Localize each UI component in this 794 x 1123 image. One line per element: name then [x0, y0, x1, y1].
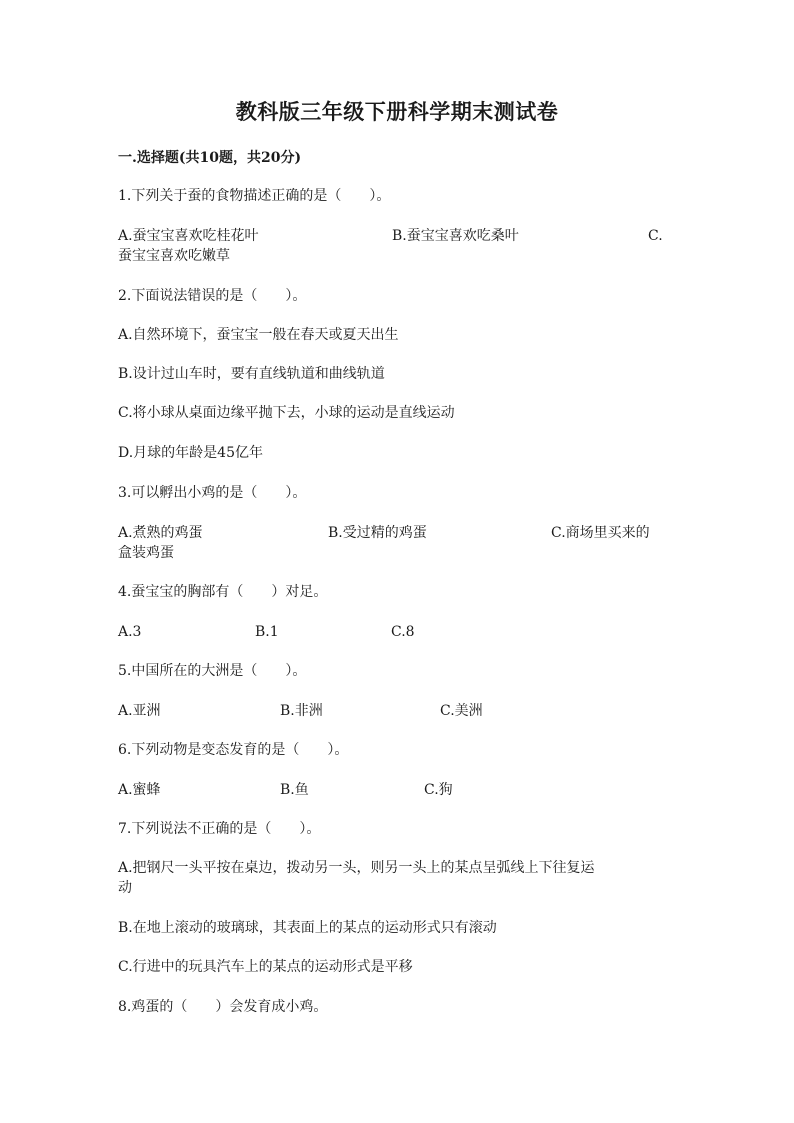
question-4-option-c: C.8: [391, 624, 415, 640]
question-7-option-a-cont: 动: [118, 880, 132, 896]
question-5-option-a: A.亚洲: [118, 703, 161, 719]
question-1-stem: 1.下列关于蚕的食物描述正确的是（ ）。: [118, 188, 391, 204]
question-5-stem: 5.中国所在的大洲是（ ）。: [118, 663, 307, 679]
question-2-stem: 2.下面说法错误的是（ ）。: [118, 288, 307, 304]
question-2-option-c: C.将小球从桌面边缘平抛下去，小球的运动是直线运动: [118, 405, 455, 421]
question-3-stem: 3.可以孵出小鸡的是（ ）。: [118, 485, 307, 501]
question-6-option-c: C.狗: [424, 782, 453, 798]
question-1-option-a: A.蚕宝宝喜欢吃桂花叶: [118, 228, 259, 244]
question-3-option-b: B.受过精的鸡蛋: [328, 525, 427, 541]
page-title: 教科版三年级下册科学期末测试卷: [235, 99, 559, 124]
section-heading: 一.选择题(共10题，共20分): [118, 150, 302, 166]
question-5-option-b: B.非洲: [280, 703, 323, 719]
question-7-option-c: C.行进中的玩具汽车上的某点的运动形式是平移: [118, 959, 413, 975]
question-3-option-c-cont: 盒装鸡蛋: [118, 545, 174, 561]
question-2-option-a: A.自然环境下，蚕宝宝一般在春天或夏天出生: [118, 327, 399, 343]
question-1-option-c-cont: 蚕宝宝喜欢吃嫩草: [118, 248, 230, 264]
question-5-option-c: C.美洲: [440, 703, 483, 719]
question-6-option-a: A.蜜蜂: [118, 782, 161, 798]
question-1-option-c: C.: [648, 228, 663, 244]
question-1-option-b: B.蚕宝宝喜欢吃桑叶: [392, 228, 519, 244]
question-6-option-b: B.鱼: [280, 782, 309, 798]
question-2-option-d: D.月球的年龄是45亿年: [118, 445, 263, 461]
question-3-option-c: C.商场里买来的: [551, 525, 650, 541]
question-8-stem: 8.鸡蛋的（ ）会发育成小鸡。: [118, 999, 328, 1015]
question-7-option-b: B.在地上滚动的玻璃球，其表面上的某点的运动形式只有滚动: [118, 920, 497, 936]
question-4-option-a: A.3: [118, 624, 142, 640]
question-4-option-b: B.1: [255, 624, 279, 640]
question-3-option-a: A.煮熟的鸡蛋: [118, 525, 203, 541]
question-4-stem: 4.蚕宝宝的胸部有（ ）对足。: [118, 584, 328, 600]
question-6-stem: 6.下列动物是变态发育的是（ ）。: [118, 742, 349, 758]
question-7-stem: 7.下列说法不正确的是（ ）。: [118, 821, 321, 837]
question-7-option-a: A.把钢尺一头平按在桌边，拨动另一头，则另一头上的某点呈弧线上下往复运: [118, 860, 595, 876]
question-2-option-b: B.设计过山车时，要有直线轨道和曲线轨道: [118, 366, 385, 382]
